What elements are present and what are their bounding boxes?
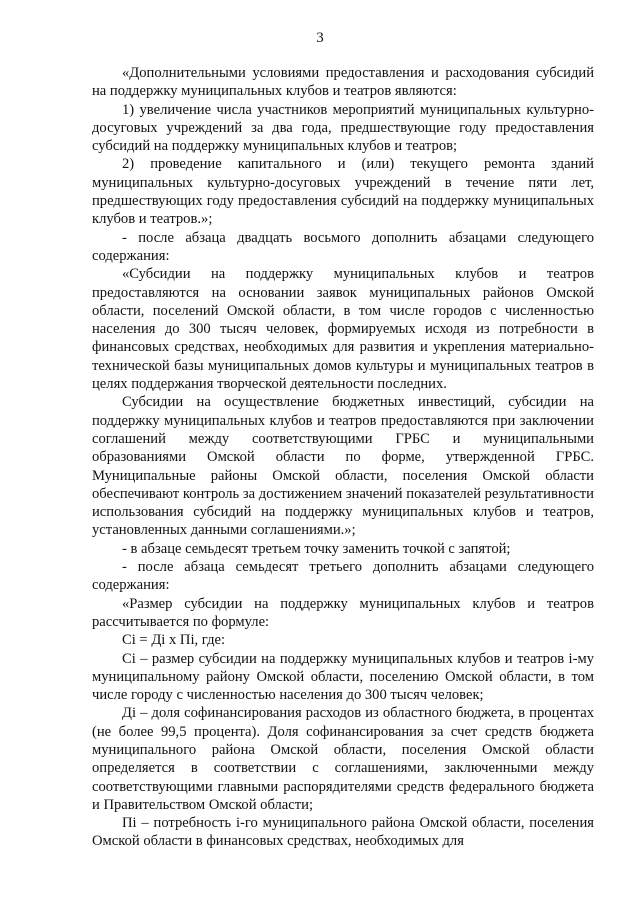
document-body xyxy=(92,64,594,851)
formula: Сi = Дi х Пi, где: xyxy=(122,632,226,649)
paragraph: «Дополнительными условиями предоставления и расходования субсидий на поддержку муниципальных клубов и театров являются: xyxy=(92,65,594,100)
page-number: 3 xyxy=(316,30,324,46)
paragraph: Дi – доля софинансирования расходов из областного бюджета, в процентах (не более 99,5 процента). Доля софинансирования за счет средств бюджета муниципального района Омской области, поселения Омской области определяется в соответствии с соглашениями, заключенными между соответствующими главными распорядителями средств федерального бюджета и Правительством Омской области; xyxy=(92,705,594,813)
paragraph: 2) проведение капитального и (или) текущего ремонта зданий муниципальных культурно-досуговых учреждений в течение пяти лет, предшествующих году предоставления субсидий на поддержку муниципальных клубов и театров.»; xyxy=(92,156,594,228)
paragraph: «Субсидии на поддержку муниципальных клубов и театров предоставляются на основании заявок муниципальных районов Омской области, поселений Омской области, в том числе городов с численностью населения до 300 тысяч человек, формируемых исходя из потребности в финансовых средствах, необходимых для развития и укрепления материально-технической базы муниципальных домов культуры и муниципальных театров в целях поддержания творческой деятельности последних. xyxy=(92,266,594,393)
paragraph: Сi – размер субсидии на поддержку муниципальных клубов и театров i-му муниципальному району Омской области, поселению Омской области, в том числе городу с численностью населения до 300 тысяч человек; xyxy=(92,650,594,704)
paragraph: 1) увеличение числа участников мероприятий муниципальных культурно-досуговых учреждений за два года, предшествующие году предоставления субсидий на поддержку муниципальных клубов и театров; xyxy=(92,101,594,155)
paragraph: Пi – потребность i-го муниципального района Омской области, поселения Омской области в финансовых средствах, необходимых для xyxy=(92,815,594,850)
paragraph: - в абзаце семьдесят третьем точку заменить точкой с запятой; xyxy=(122,540,511,557)
paragraph: - после абзаца семьдесят третьего дополнить абзацами следующего содержания: xyxy=(92,559,594,594)
paragraph: Субсидии на осуществление бюджетных инвестиций, субсидии на поддержку муниципальных клубов и театров предоставляются при заключении соглашений между соответствующими ГРБС и муниципальными образованиями Омской области по форме, утвержденной ГРБС. Муниципальные районы Омской области, поселения Омской области обеспечивают контроль за достижением значений показателей результативности использования субсидий на поддержку муниципальных клубов и театров, установленных данными соглашениями.»; xyxy=(92,394,594,539)
paragraph: «Размер субсидии на поддержку муниципальных клубов и театров рассчитывается по формуле: xyxy=(92,595,594,630)
paragraph: - после абзаца двадцать восьмого дополнить абзацами следующего содержания: xyxy=(92,229,594,264)
